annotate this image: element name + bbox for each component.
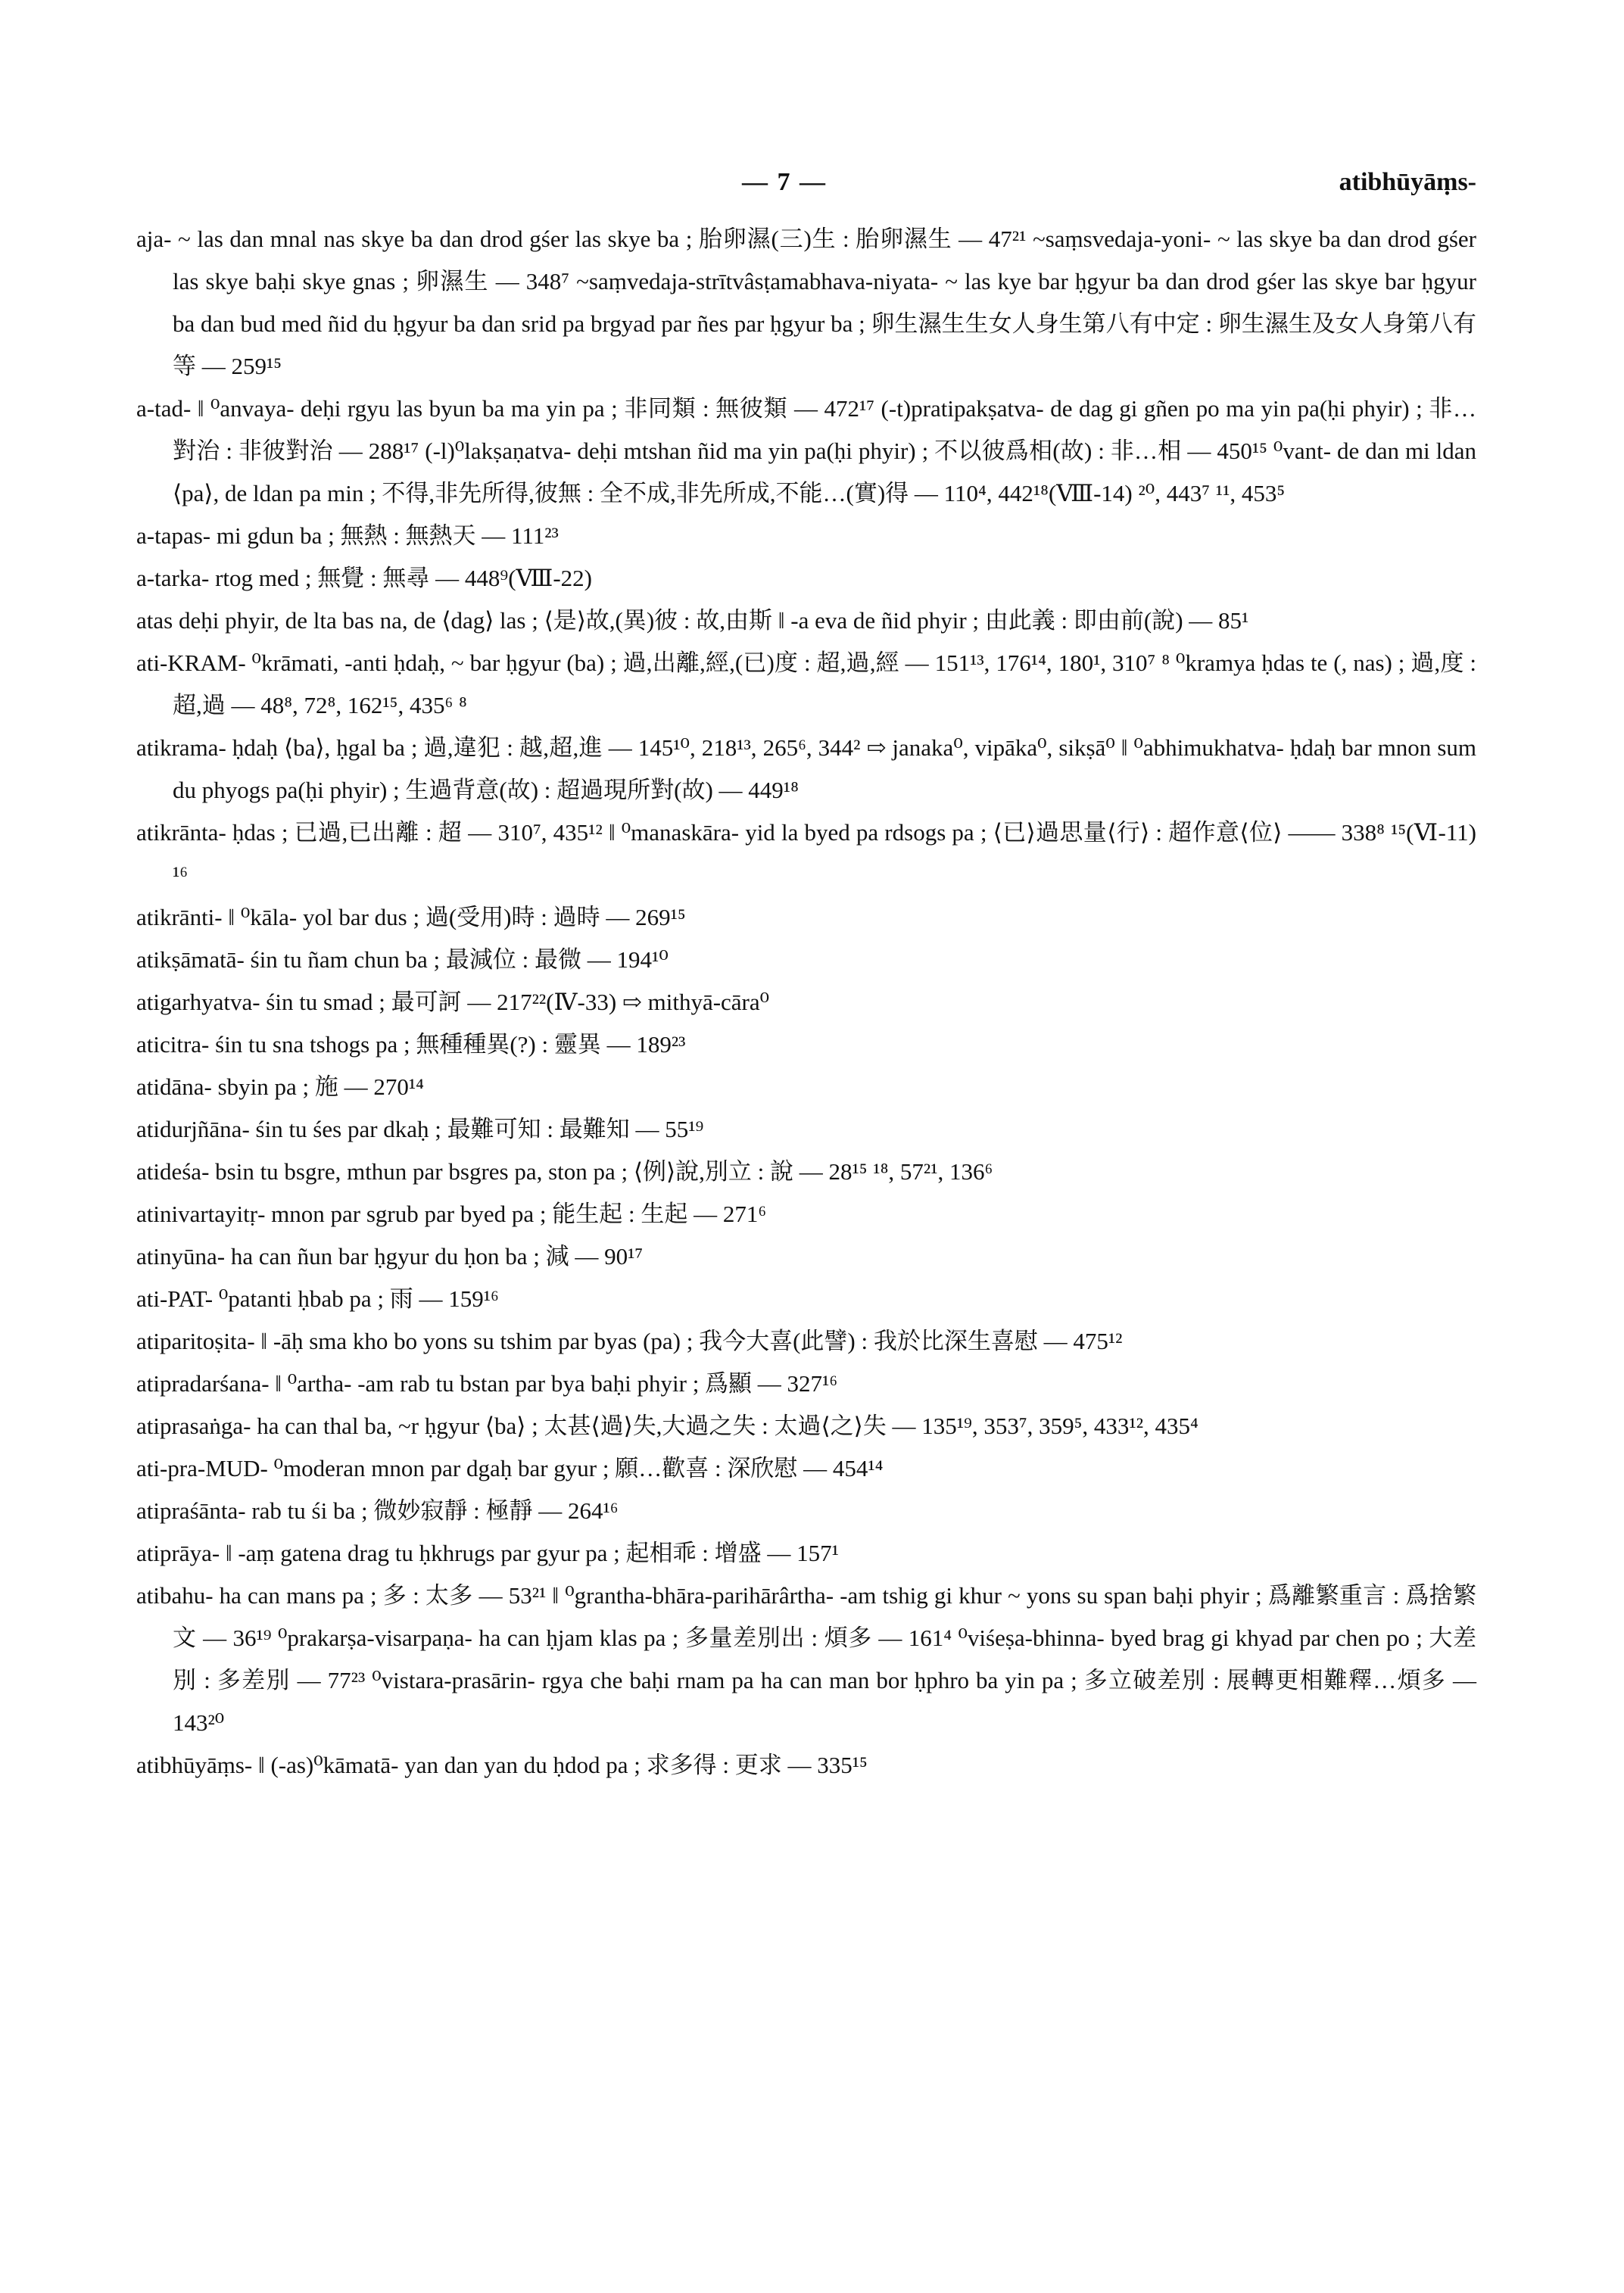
entry-atikranta: atikrānta- ḥdas ; 已過,已出離 : 超 — 310⁷, 435¹² ‖ ⁰manaskāra- yid la byed pa rdsogs pa ; ⟨已⟩過思量⟨行⟩ : 超作意⟨位⟩ —— 338⁸ ¹⁵(Ⅵ-11) ¹⁶ [136, 819, 1476, 888]
entry-aticitra: aticitra- śin tu sna tshogs pa ; 無種種異(?) : 靈異 — 189²³ [136, 1031, 686, 1058]
page-header [0, 168, 1624, 213]
entry-ati-kram: ati-KRAM- ⁰krāmati, -anti ḥdaḥ, ~ bar ḥgyur (ba) ; 過,出離,經,(已)度 : 超,過,經 — 151¹³, 176¹⁴, 180¹, 310⁷ ⁸ ⁰kramya ḥdas te (, nas) ; 過,度 : 超,過 — 48⁸, 72⁸, 162¹⁵, 435⁶ ⁸ [136, 650, 1476, 718]
entry-aja: aja- ~ las dan mnal nas skye ba dan drod gśer las skye ba ; 胎卵濕(三)生 : 胎卵濕生 — 47²¹ ~saṃsvedaja-yoni- ~ las skye ba dan drod gśer las skye baḥi skye gnas ; 卵濕生 — 348⁷ ~saṃvedaja-strītvâsṭamabhava-niyata- ~ las kye bar ḥgyur ba dan drod gśer las skye bar ḥgyur ba dan bud med ñid du ḥgyur ba dan srid pa brgyad par ñes par ḥgyur ba ; 卵生濕生生女人身生第八有中定 : 卵生濕生及女人身第八有等 — 259¹⁵ [136, 226, 1476, 379]
entry-atibhuyams: atibhūyāṃs- ‖ (-as)⁰kāmatā- yan dan yan du ḥdod pa ; 求多得 : 更求 — 335¹⁵ [136, 1752, 868, 1778]
entry-atas: atas deḥi phyir, de lta bas na, de ⟨dag⟩ las ; ⟨是⟩故,(異)彼 : 故,由斯 ‖ -a eva de ñid phyir ; 由此義 : 即由前(說) — 85¹ [136, 607, 1249, 634]
entry-atipradarsana: atipradarśana- ‖ ⁰artha- -am rab tu bstan par bya baḥi phyir ; 爲顯 — 327¹⁶ [136, 1370, 838, 1397]
entry-atipraya: atiprāya- ‖ -aṃ gatena drag tu ḥkhrugs par gyur pa ; 起相乖 : 增盛 — 157¹ [136, 1540, 839, 1566]
entry-atiprasanta: atipraśānta- rab tu śi ba ; 微妙寂靜 : 極靜 — 264¹⁶ [136, 1497, 619, 1524]
entry-atikrama: atikrama- ḥdaḥ ⟨ba⟩, ḥgal ba ; 過,違犯 : 越,超,進 — 145¹⁰, 218¹³, 265⁶, 344² ⇨ janaka⁰, vipāka⁰, sikṣā⁰ ‖ ⁰abhimukhatva- ḥdaḥ bar mnon sum du phyogs pa(ḥi phyir) ; 生過背意(故) : 超過現所對(故) — 449¹⁸ [136, 734, 1476, 803]
entry-atidesa: atideśa- bsin tu bsgre, mthun par bsgres pa, ston pa ; ⟨例⟩說,別立 : 說 — 28¹⁵ ¹⁸, 57²¹, 136⁶ [136, 1158, 993, 1185]
entry-ati-pra-mud: ati-pra-MUD- ⁰moderan mnon par dgaḥ bar gyur ; 願…歡喜 : 深欣慰 — 454¹⁴ [136, 1455, 884, 1481]
entry-a-tapas: a-tapas- mi gdun ba ; 無熱 : 無熱天 — 111²³ [136, 522, 559, 549]
entry-atibahu: atibahu- ha can mans pa ; 多 : 太多 — 53²¹ ‖ ⁰grantha-bhāra-parihārârtha- -am tshig gi khur ~ yons su span baḥi phyir ; 爲離繁重言 : 爲捨繁文 — 36¹⁹ ⁰prakarṣa-visarpaṇa- ha can ḥjam klas pa ; 多量差別出 : 煩多 — 161⁴ ⁰viśeṣa-bhinna- byed brag gi khyad par chen po ; 大差別 : 多差別 — 77²³ ⁰vistara-prasārin- rgya che baḥi rnam pa ha can man bor ḥphro ba yin pa ; 多立破差別 : 展轉更相難釋…煩多 — 143²⁰ [136, 1582, 1476, 1736]
entry-atinyuna: atinyūna- ha can ñun bar ḥgyur du ḥon ba ; 減 — 90¹⁷ [136, 1243, 644, 1270]
guide-word: atibhūyāṃs- [1339, 168, 1476, 196]
entry-atiksamata: atikṣāmatā- śin tu ñam chun ba ; 最減位 : 最微 — 194¹⁰ [136, 946, 669, 973]
entry-atiprasanga: atiprasaṅga- ha can thal ba, ~r ḥgyur ⟨ba⟩ ; 太甚⟨過⟩失,大過之失 : 太過⟨之⟩失 — 135¹⁹, 353⁷, 359⁵, 433¹², 435⁴ [136, 1413, 1199, 1439]
entry-atigarhyatva: atigarhyatva- śin tu smad ; 最可訶 — 217²²(Ⅳ-33) ⇨ mithyā-cāra⁰ [136, 989, 770, 1015]
entry-atidana: atidāna- sbyin pa ; 施 — 270¹⁴ [136, 1073, 424, 1100]
entry-atidurjnana: atidurjñāna- śin tu śes par dkaḥ ; 最難可知 : 最難知 — 55¹⁹ [136, 1116, 704, 1142]
entry-a-tad: a-tad- ‖ ⁰anvaya- deḥi rgyu las byun ba ma yin pa ; 非同類 : 無彼類 — 472¹⁷ (-t)pratipakṣatva- de dag gi gñen po ma yin pa(ḥi phyir) ; 非…對治 : 非彼對治 — 288¹⁷ (-l)⁰lakṣaṇatva- deḥi mtshan ñid ma yin pa(ḥi phyir) ; 不以彼爲相(故) : 非…相 — 450¹⁵ ⁰vant- de dan mi ldan ⟨pa⟩, de ldan pa min ; 不得,非先所得,彼無 : 全不成,非先所成,不能…(實)得 — 110⁴, 442¹⁸(Ⅷ-14) ²⁰, 443⁷ ¹¹, 453⁵ [136, 395, 1476, 506]
entry-a-tarka: a-tarka- rtog med ; 無覺 : 無尋 — 448⁹(Ⅷ-22) [136, 565, 593, 591]
entry-list [136, 218, 1476, 1787]
entry-ati-pat: ati-PAT- ⁰patanti ḥbab pa ; 雨 — 159¹⁶ [136, 1285, 499, 1312]
page-number: — 7 — [742, 168, 827, 196]
entry-atinivartayitr: atinivartayitṛ- mnon par sgrub par byed pa ; 能生起 : 生起 — 271⁶ [136, 1201, 767, 1227]
entry-atikranti: atikrānti- ‖ ⁰kāla- yol bar dus ; 過(受用)時 : 過時 — 269¹⁵ [136, 904, 686, 930]
entry-atiparitosita: atiparitoṣita- ‖ -āḥ sma kho bo yons su tshim par byas (pa) ; 我今大喜(此譬) : 我於比深生喜慰 — 475¹² [136, 1328, 1123, 1354]
